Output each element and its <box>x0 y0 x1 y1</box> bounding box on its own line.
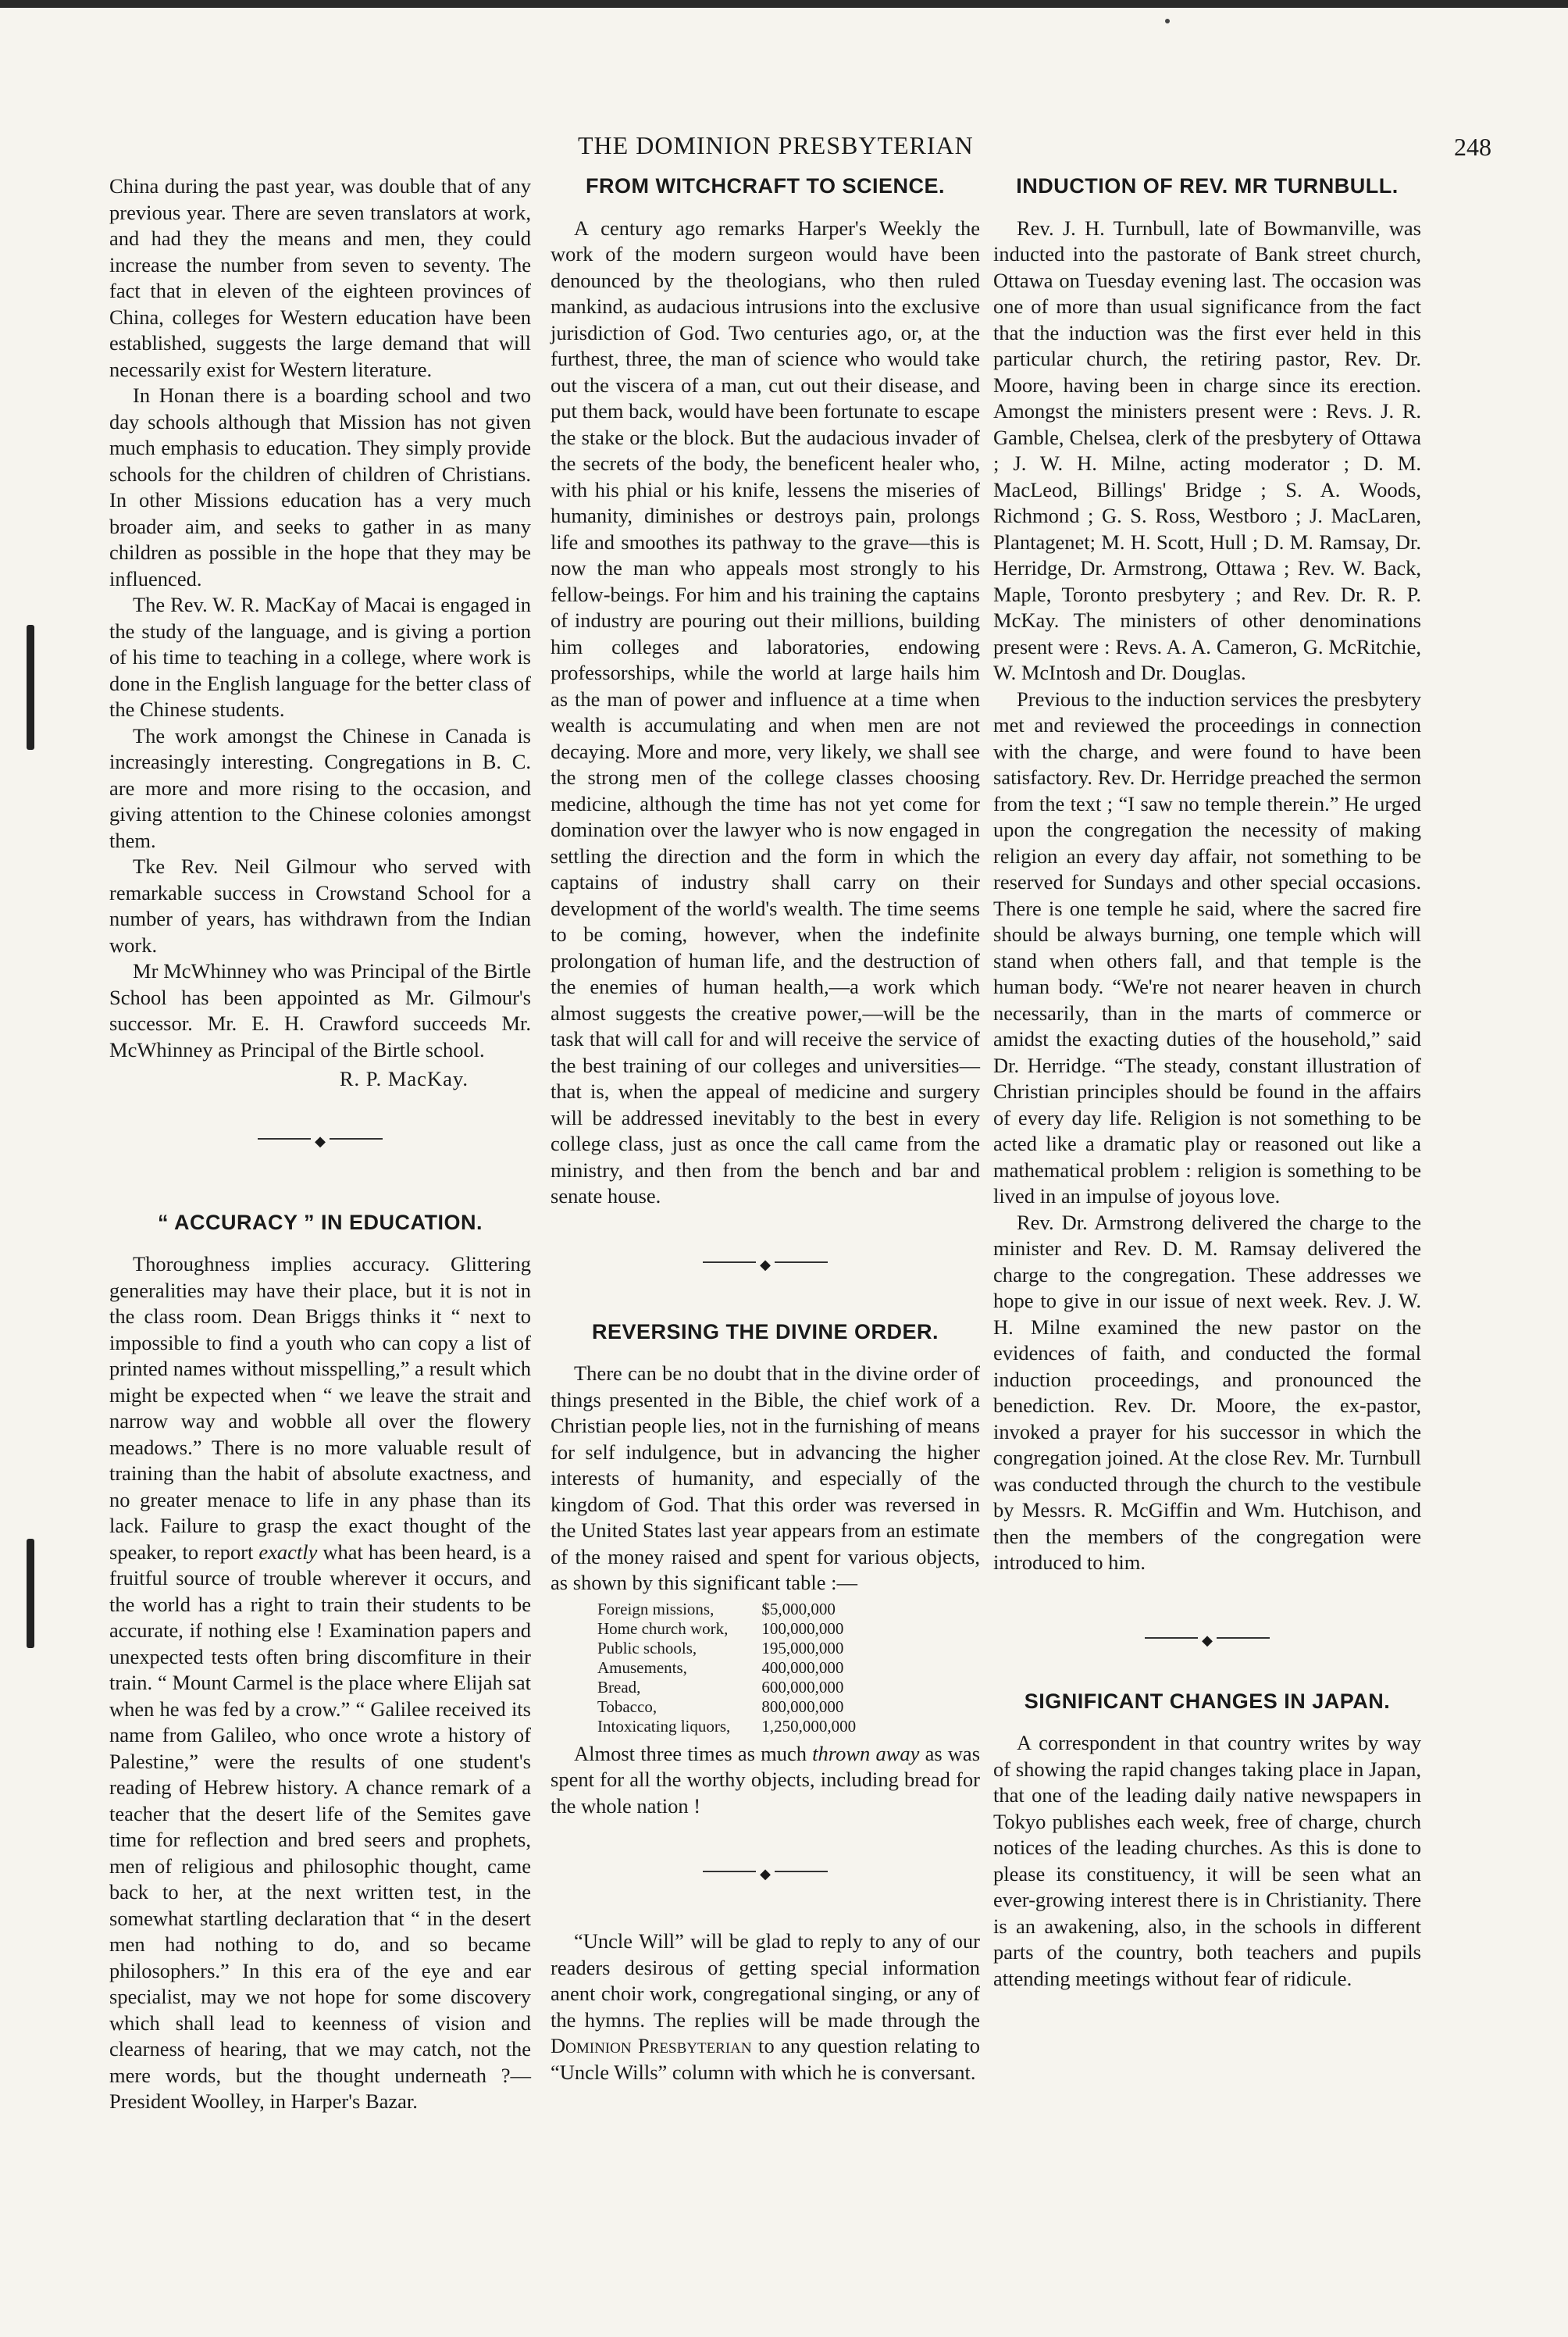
spending-item-amount: 1,250,000,000 <box>761 1716 857 1736</box>
china-missions-paragraph-1: China during the past year, was double that of any previous year. There are seven translators at work, and had they the means and men, they could increase the number from seven to seventy. The fact that in eleven of the eighteen provinces of China, colleges for Western education have been established, suggests the large demand that will necessarily exist for Western literature. <box>109 174 531 381</box>
scan-top-edge <box>0 0 1568 8</box>
spending-table-row <box>597 1658 862 1678</box>
spending-item-label: Public schools, <box>597 1638 697 1657</box>
binding-mark-lower <box>27 1539 34 1648</box>
spending-item-amount: 100,000,000 <box>761 1618 844 1638</box>
uncle-will-publication-name: Dominion Presbyterian <box>551 2034 752 2057</box>
spending-table-row <box>597 1600 862 1619</box>
uncle-will-paragraph <box>551 1928 980 2085</box>
running-head: THE DOMINION PRESBYTERIAN <box>578 131 974 159</box>
induction-headline: INDUCTION OF REV. MR TURNBULL. <box>1016 174 1399 198</box>
spending-item-label: Foreign missions, <box>597 1599 715 1618</box>
accuracy-text-part-1: Thoroughness implies accuracy. Glittering generalities may have their place, but it is not in the class room. Dean Briggs thinks it “ next to impossible to find a youth who can copy a list of printed names without misspelling,” a result which might be expected when “ we leave the strait and narrow way and wobble all over the flowery meadows.” There is no more valuable result of training than the habit of absolute exactness, and no greater menace to life in any phase than its lack. Failure to grasp the exact thought of the speaker, to report <box>109 1252 531 1564</box>
witchcraft-headline: FROM WITCHCRAFT TO SCIENCE. <box>586 174 945 198</box>
page-number: 248 <box>1454 133 1491 161</box>
reversing-headline: REVERSING THE DIVINE ORDER. <box>591 1319 939 1343</box>
reversing-paragraph-1: There can be no doubt that in the divine order of things presented in the Bible, the chief work of a Christian people lies, not in the furnishing of means for self indulgence, but in advancing the higher interests of humanity, and especially of the kingdom of God. That this order was reversed in the United States last year appears from an estimate of the money raised and spent for various objects, as shown by this significant table :— <box>551 1361 980 1594</box>
japan-headline: SIGNIFICANT CHANGES IN JAPAN. <box>1024 1689 1391 1713</box>
induction-paragraph-3: Rev. Dr. Armstrong delivered the charge to the minister and Rev. D. M. Ramsay delivered the charge to the congregation. These addresses we hope to give in our issue of next week. Rev. J. W. H. Milne examined the new pastor on the evidences of faith, and conducted the formal induction proceedings, and pronounced the benediction. Rev. Dr. Moore, the ex-pastor, invoked a prayer for his successor in which the congregation joined. At the close Rev. Mr. Turnbull was conducted through the church to the vestibule by Messrs. R. McGiffin and Wm. Hutchison, and then the members of the congregation were introduced to him. <box>993 1210 1421 1574</box>
accuracy-emphasis: exactly <box>258 1540 318 1564</box>
reversing-text-part-2: as was spent for all the worthy objects, including bread for the whole nation ! <box>551 1741 981 1818</box>
china-missions-paragraph-5: Tke Rev. Neil Gilmour who served with remarkable success in Crowstand School for a number of years, has withdrawn from the Indian work. <box>109 855 531 957</box>
china-missions-paragraph-6: Mr McWhinney who was Principal of the Birtle School has been appointed as Mr. Gilmour's successor. Mr. E. H. Crawford succeeds Mr. McWhinney as Principal of the Birtle school. <box>109 959 531 1061</box>
section-divider <box>993 1615 1421 1662</box>
article-signature: R. P. MacKay. <box>339 1067 469 1090</box>
induction-paragraph-1: Rev. J. H. Turnbull, late of Bowmanville, was inducted into the pastorate of Bank street church, Ottawa on Tuesday evening last. The occasion was one of more than usual significance from the fact that the induction was the first ever held in this particular church, the retiring pastor, Rev. Dr. Moore, having been in charge since its erection. Amongst the ministers present were : Revs. J. R. Gamble, Chelsea, clerk of the presbytery of Ottawa ; J. W. H. Milne, acting moderator ; D. M. MacLeod, Billings' Bridge ; S. A. Woods, Richmond ; G. S. Ross, Westboro ; J. MacLaren, Plantagenet; M. H. Scott, Hull ; D. M. Ramsay, Dr. Herridge, Dr. Armstrong, Ottawa ; Rev. W. Back, Maple, Toronto presbytery ; and Rev. Dr. R. P. McKay. The ministers of other denominations present were : Revs. A. A. Cameron, G. McRitchie, W. McIntosh and Dr. Douglas. <box>993 216 1421 684</box>
accuracy-paragraph <box>109 1251 531 2115</box>
scan-speck <box>1165 19 1170 23</box>
spending-item-label: Amusements, <box>597 1657 687 1677</box>
spending-item-label: Tobacco, <box>597 1697 657 1716</box>
spending-table-row <box>597 1639 862 1658</box>
spending-item-label: Home church work, <box>597 1618 729 1638</box>
column-3 <box>993 173 1421 1992</box>
accuracy-text-part-2: what has been heard, is a fruitful source of trouble wherever it occurs, and the world has a right to train their students to be accurate, if nothing else ! Examination papers and unexpected tests often bring discomfiture in their train. “ Mount Carmel is the place where Elijah sat when he was fed by a crow.” “ Galilee received its name from Galileo, who once wrote a history of Palestine,” were the results of one student's reading of Hebrew history. A chance remark of a teacher that the desert life of the Semites gave time for reflection and bred seers and prophets, men of religious and philosophic thought, came back to her, at the next written test, in the somewhat startling declaration that “ in the desert men had nothing to do, and so became philosophers.” In this era of the eye and ear specialist, may we not hope for some discovery which shall lead to keenness of vision and clearness of hearing, that we may catch, not the mere words, but the thought underneath ?—President Woolley, in Harper's Bazar. <box>109 1540 532 2113</box>
spending-table-row <box>597 1717 862 1736</box>
section-divider <box>551 1849 980 1896</box>
spending-item-label: Intoxicating liquors, <box>597 1716 731 1736</box>
spending-item-amount: 400,000,000 <box>761 1657 844 1677</box>
column-2 <box>551 173 980 2085</box>
spending-item-amount: $5,000,000 <box>761 1599 836 1618</box>
spending-item-amount: 800,000,000 <box>761 1697 844 1716</box>
spending-table-row <box>597 1697 862 1717</box>
spending-item-label: Bread, <box>597 1677 641 1697</box>
reversing-emphasis: thrown away <box>812 1741 920 1765</box>
china-missions-paragraph-3: The Rev. W. R. MacKay of Macai is engaged in the study of the language, and is giving a portion of his time to teaching in a college, where work is done in the English language for the better class of the Chinese students. <box>109 593 531 721</box>
spending-table <box>597 1600 862 1736</box>
uncle-will-text-part-1: “Uncle Will” will be glad to reply to any of our readers desirous of getting special information anent choir work, congregational singing, or any of the hymns. The replies will be made through the <box>551 1929 980 2032</box>
china-missions-paragraph-2: In Honan there is a boarding school and two day schools although that Mission has not given much emphasis to education. They simply provide schools for the children of children of Christians. In other Missions education has a very much broader aim, and seeks to gather in as many children as possible in the hope that they may be influenced. <box>109 384 531 590</box>
reversing-text-part-1: Almost three times as much <box>574 1741 807 1765</box>
section-divider <box>109 1116 531 1163</box>
witchcraft-paragraph: A century ago remarks Harper's Weekly the work of the modern surgeon would have been denounced by the theologians, who then ruled mankind, as audacious intrusions into the exclusive jurisdiction of God. Two centuries ago, or, at the furthest, three, the man of science who would take out the viscera of a man, cut out their disease, and put them back, would have been fortunate to escape the stake or the block. But the audacious invader of the secrets of the body, the beneficent healer who, with his phial or his knife, lessens the miseries of humanity, diminishes or destroys pain, prolongs life and smoothes its pathway to the grave—this is now the man who appeals most strongly to his fellow-beings. For him and his training the captains of industry are pouring out their millions, building him colleges and laboratories, endowing professorships, while the world at large hails him as the man of power and influence at a time when wealth is accumulating and when men are not decaying. More and more, very likely, we shall see the strong men of the college classes choosing medicine, although the time has not yet come for domination over the lawyer who is now engaged in settling the direction and the form in which the captains of industry shall carry on their development of the world's wealth. The time seems to be coming, however, when the indefinite prolongation of human life, and the destruction of the enemies of human health,—a work which almost suggests the creative power,—will be the task that will call for and will receive the service of the best training of our colleges and universities—that is, when the appeal of medicine and surgery will be addressed inevitably to the best in every college class, just as once the call came from the ministry, and then from the bench and bar and senate house. <box>551 216 980 1208</box>
section-divider <box>551 1240 980 1286</box>
accuracy-headline: “ ACCURACY ” IN EDUCATION. <box>157 1210 483 1234</box>
spending-table-row <box>597 1678 862 1697</box>
spending-item-amount: 195,000,000 <box>761 1638 844 1657</box>
reversing-paragraph-2 <box>551 1741 980 1820</box>
spending-item-amount: 600,000,000 <box>761 1677 844 1697</box>
column-1 <box>109 173 531 2115</box>
uncle-will-text-part-2: to any question relating to “Uncle Wills” column with which he is conversant. <box>551 2034 981 2084</box>
spending-table-row <box>597 1619 862 1639</box>
induction-paragraph-2: Previous to the induction services the presbytery met and reviewed the proceedings in connection with the charge, and were found to have been satisfactory. Rev. Dr. Herridge preached the sermon from the text ; “I saw no temple therein.” He urged upon the congregation the necessity of making religion an every day affair, not something to be reserved for Sundays and other special occasions. There is one temple he said, where the sacred fire should be always burning, one temple which will stand when others fall, and that temple is the human body. “We're not nearer heaven in church necessarily, than in the marts of commerce or amidst the exacting duties of the household,” said Dr. Herridge. “The steady, constant illustration of Christian principles should be found in the affairs of every day life. Religion is not something to be acted like a dramatic play or reasoned out like a mathematical problem : religion is something to be lived in an impulse of joyous love. <box>993 687 1421 1208</box>
japan-paragraph: A correspondent in that country writes by way of showing the rapid changes taking place in Japan, that one of the leading daily native newspapers in Tokyo publishes each week, free of charge, church notices of the leading churches. As this is done to please its constituency, it will be seen what an ever-growing interest there is in Christianity. There is an awakening, also, in the schools in different parts of the country, both teachers and pupils attending meetings without fear of ridicule. <box>993 1731 1421 1990</box>
binding-mark-upper <box>27 625 34 750</box>
china-missions-paragraph-4: The work amongst the Chinese in Canada is increasingly interesting. Congregations in B. C. are more and more rising to the occasion, and giving attention to the Chinese colonies amongst them. <box>109 723 531 852</box>
